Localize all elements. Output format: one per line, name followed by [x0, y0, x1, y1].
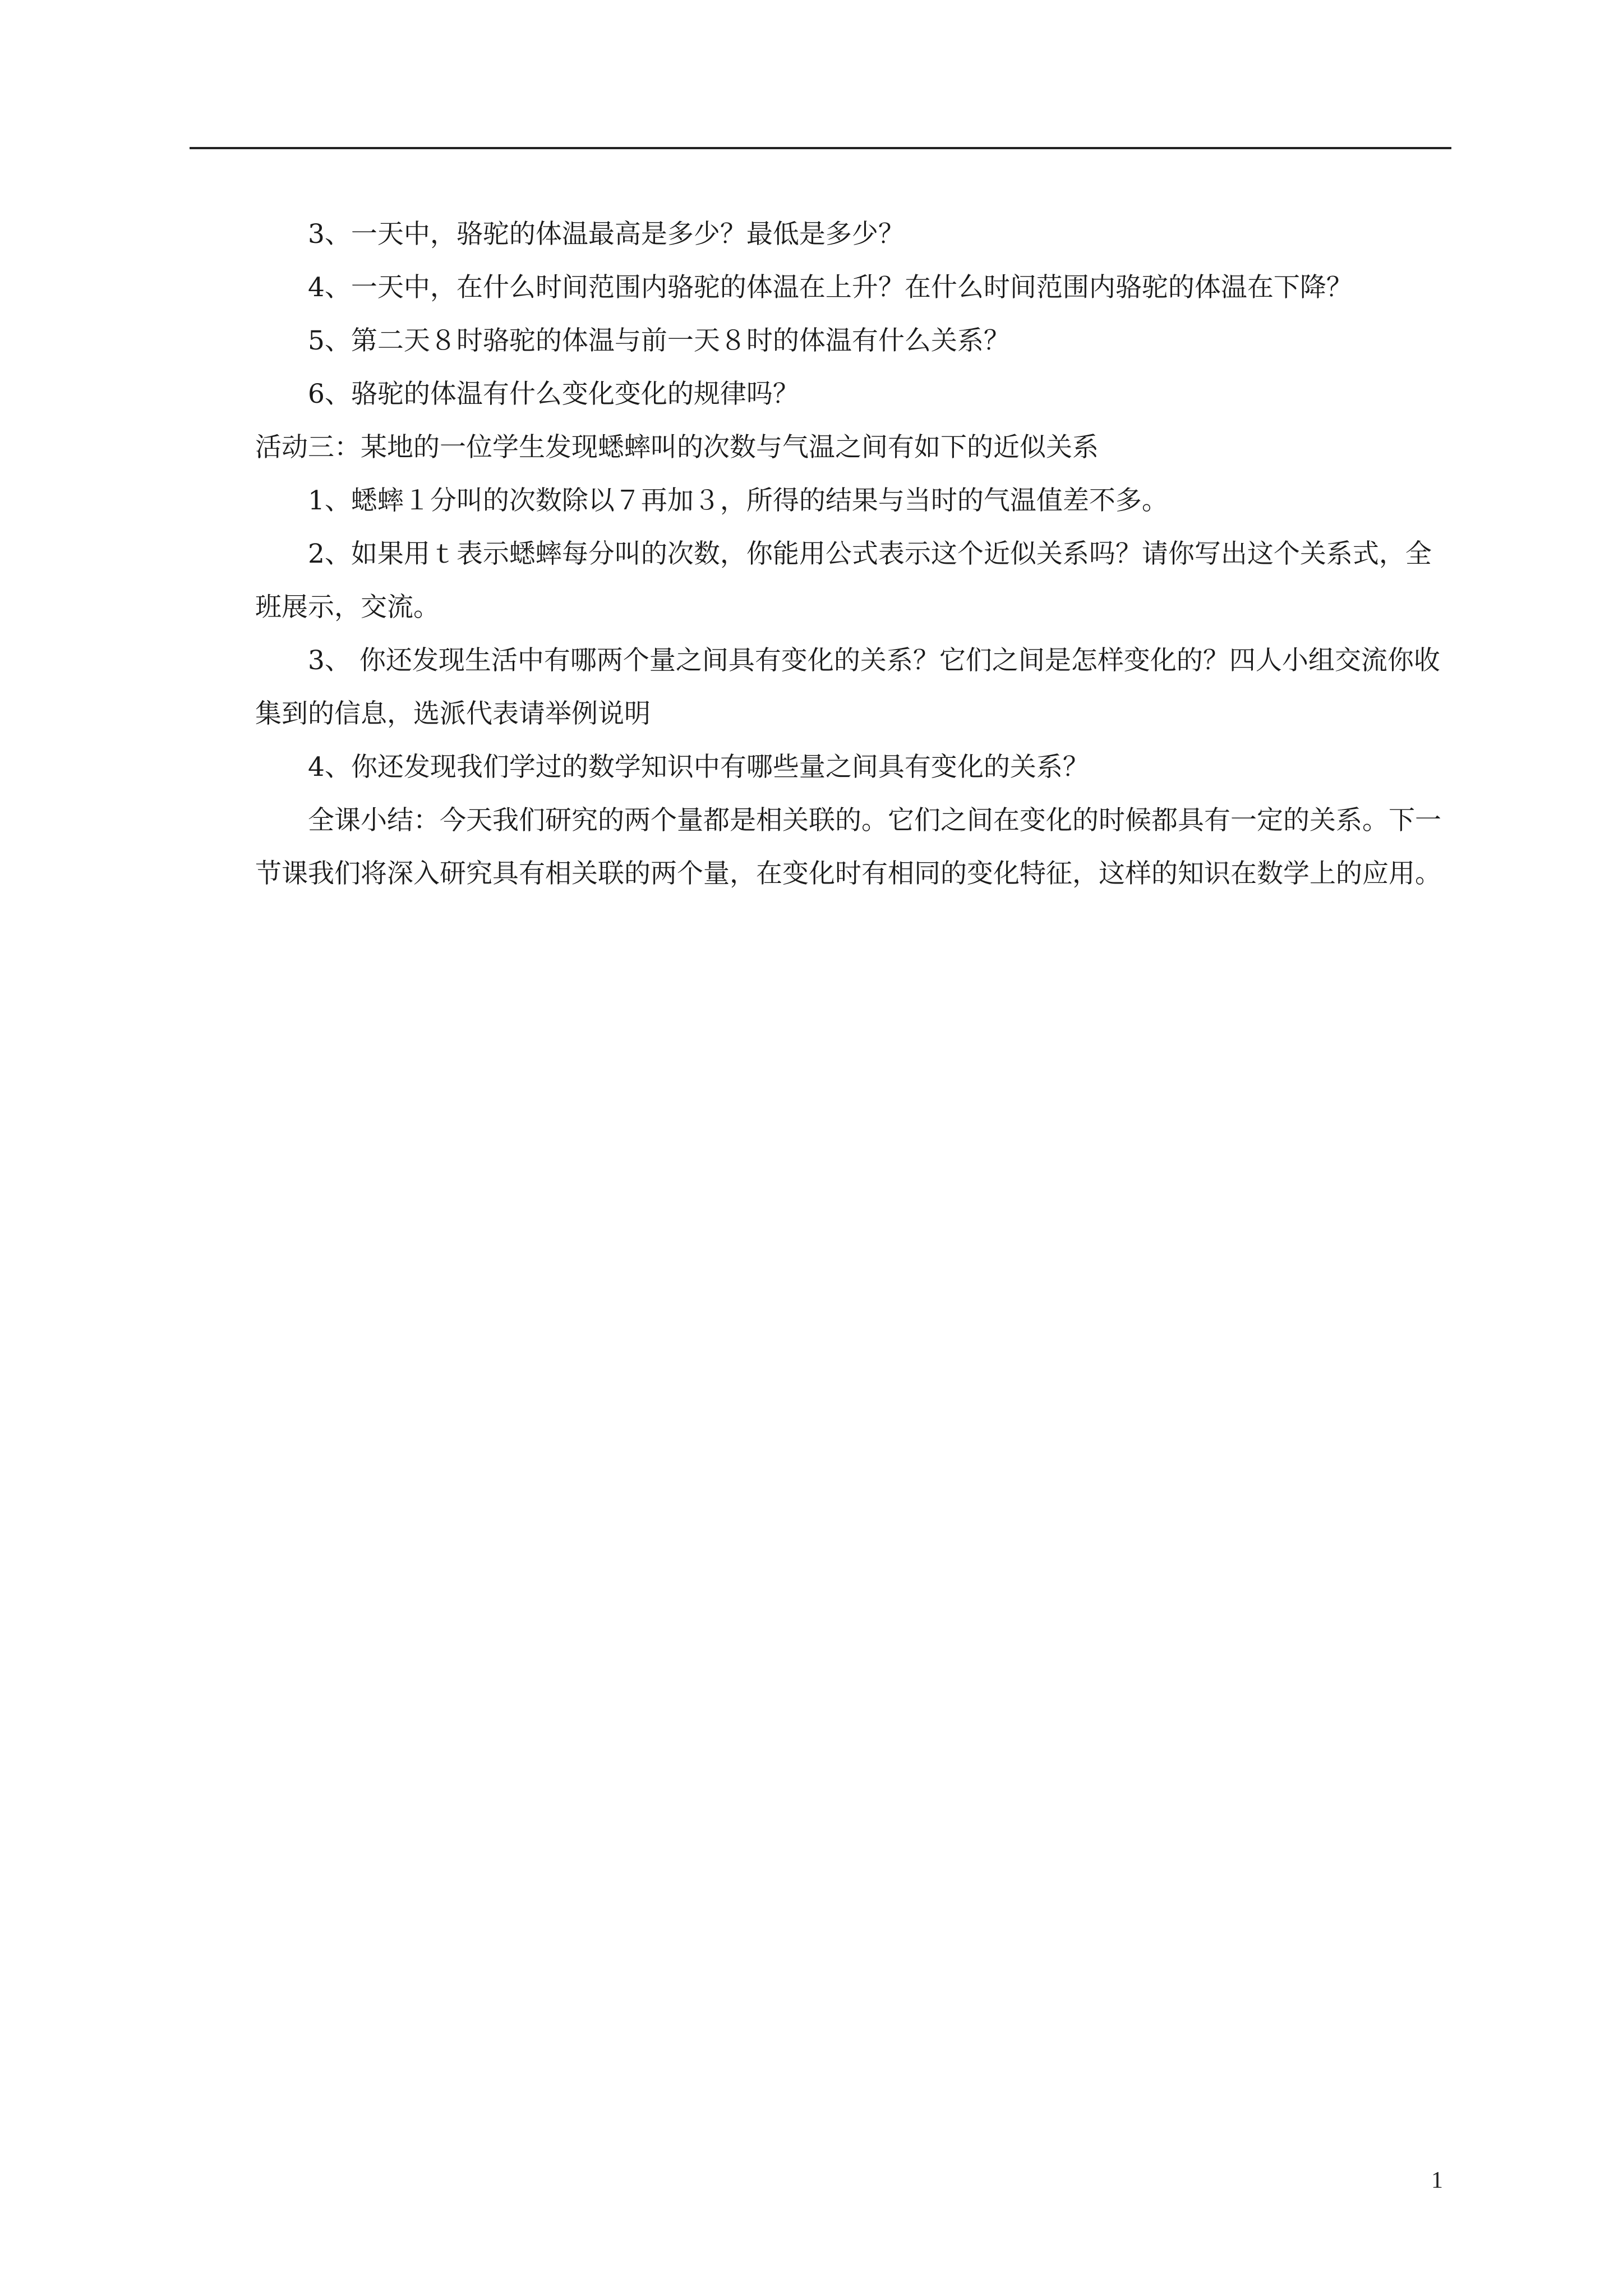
paragraph-question-4: 4、一天中，在什么时间范围内骆驼的体温在上升？在什么时间范围内骆驼的体温在下降？: [308, 272, 1353, 303]
header-rule: [190, 147, 1451, 149]
paragraph-activity-item-1: 1、蟋蟀１分叫的次数除以７再加３，所得的结果与当时的气温值差不多。: [308, 485, 1168, 516]
document-body: [255, 208, 1451, 900]
paragraph-question-5: 5、第二天８时骆驼的体温与前一天８时的体温有什么关系？: [308, 325, 1010, 356]
paragraph-activity-item-3: 3、 你还发现生活中有哪两个量之间具有变化的关系？它们之间是怎样变化的？四人小组交流你收集到的信息，选派代表请举例说明: [255, 645, 1440, 729]
paragraph-activity-3-heading: 活动三：某地的一位学生发现蟋蟀叫的次数与气温之间有如下的近似关系: [255, 432, 1099, 463]
paragraph-activity-item-2: 2、如果用ｔ表示蟋蟀每分叫的次数，你能用公式表示这个近似关系吗？请你写出这个关系式，全班展示，交流。: [255, 539, 1432, 623]
paragraph-lesson-summary: 全课小结：今天我们研究的两个量都是相关联的。它们之间在变化的时候都具有一定的关系。下一节课我们将深入研究具有相关联的两个量，在变化时有相同的变化特征，这样的知识在数学上的应用。: [255, 805, 1441, 889]
page-number: 1: [1431, 2168, 1443, 2193]
paragraph-question-3: 3、一天中，骆驼的体温最高是多少？最低是多少？: [308, 219, 905, 250]
paragraph-question-6: 6、骆驼的体温有什么变化变化的规律吗？: [308, 379, 799, 409]
paragraph-activity-item-4: 4、你还发现我们学过的数学知识中有哪些量之间具有变化的关系？: [308, 752, 1089, 783]
